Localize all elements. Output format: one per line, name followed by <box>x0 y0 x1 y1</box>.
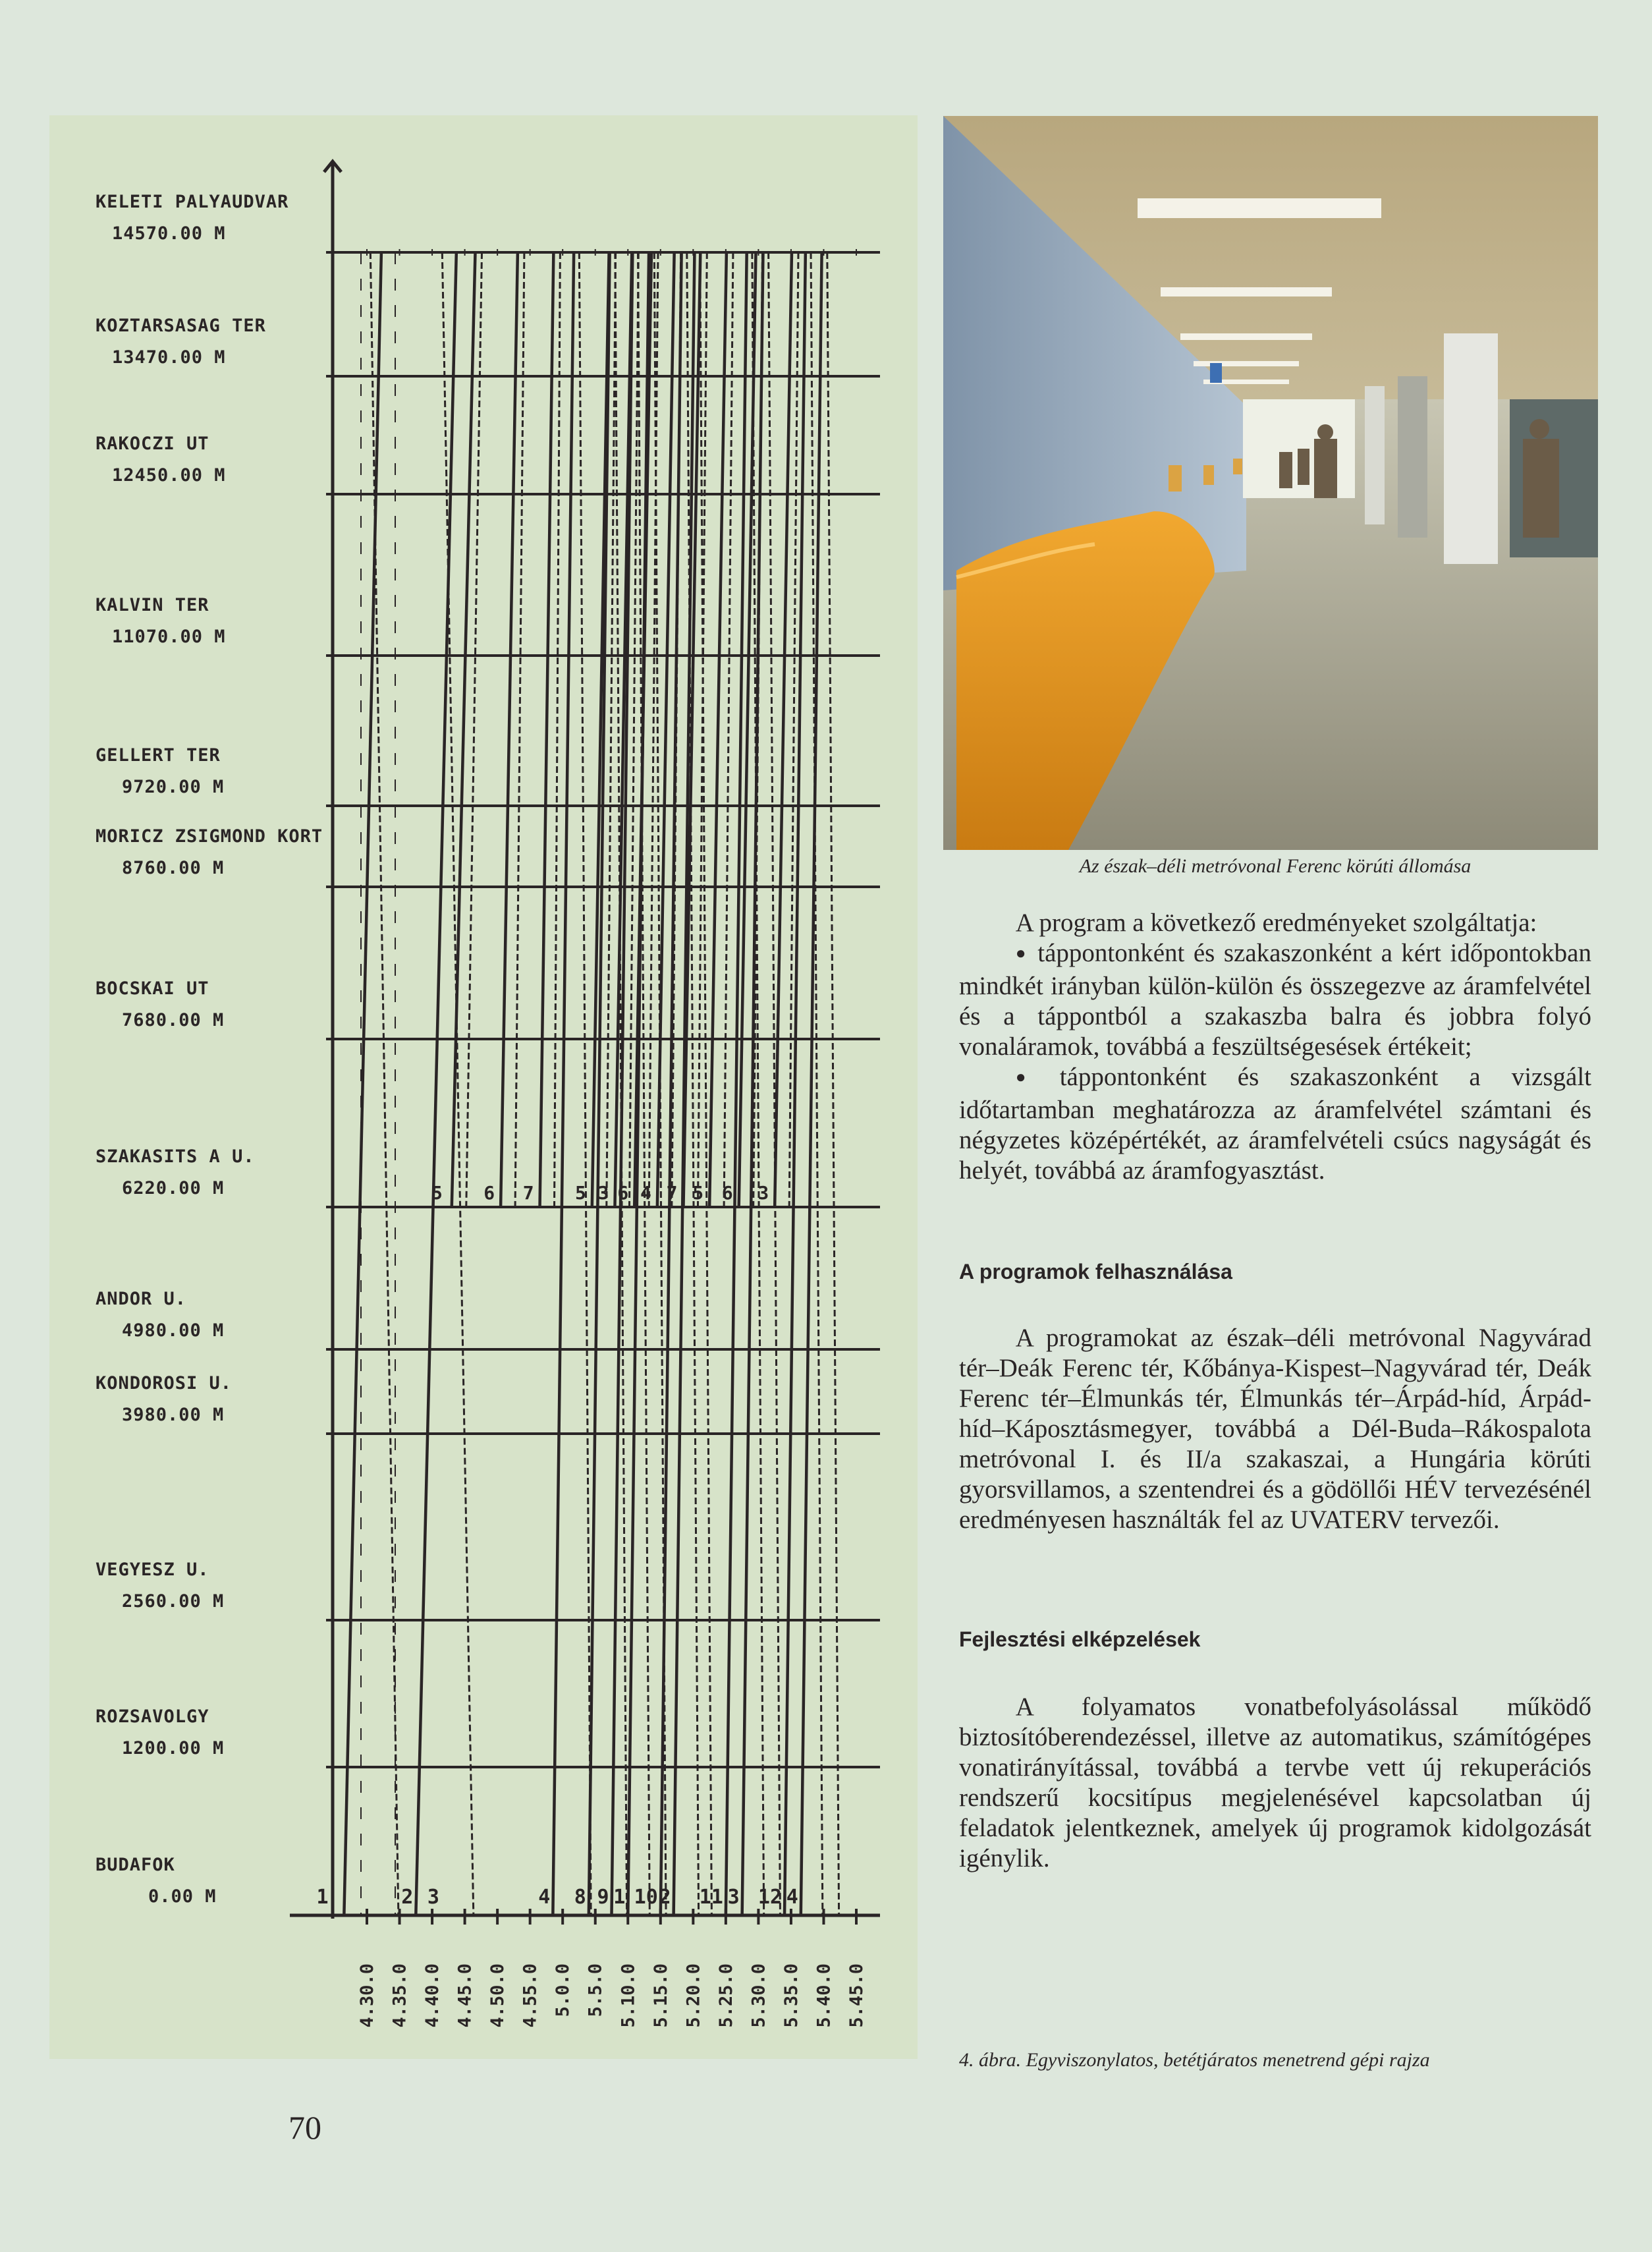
short-train-path-down <box>466 252 482 1207</box>
time-tick-label: 5.35.0 <box>781 1963 802 2028</box>
time-tick-label: 4.45.0 <box>454 1963 476 2028</box>
time-tick-label: 5.30.0 <box>748 1963 769 2028</box>
results-section <box>959 908 1591 1186</box>
dashed-reference-lines <box>361 252 395 1915</box>
station-distance: 0.00 M <box>148 1886 217 1907</box>
short-train-path-down <box>555 252 561 1207</box>
time-tick-label: 4.50.0 <box>487 1963 509 2028</box>
station-distance: 8760.00 M <box>122 858 225 878</box>
train-path-up <box>801 252 822 1915</box>
train-number-label: 1 <box>613 1886 626 1909</box>
development-section <box>959 1692 1591 1874</box>
time-tick-label: 4.35.0 <box>389 1963 410 2028</box>
train-number-label: 10 <box>634 1886 658 1909</box>
train-path-down <box>579 252 591 1915</box>
train-path-up <box>344 252 381 1915</box>
train-paths <box>344 252 839 1915</box>
station-distance: 7680.00 M <box>122 1010 225 1030</box>
station-distance: 11070.00 M <box>112 627 226 647</box>
section-heading-development: Fejlesztési elképzelések <box>959 1627 1201 1651</box>
time-tick-label: 5.25.0 <box>715 1963 736 2028</box>
station-name: RAKOCZI UT <box>96 434 209 454</box>
time-tick-label: 4.55.0 <box>520 1963 541 2028</box>
train-number-label: 12 <box>757 1886 783 1909</box>
page-number: 70 <box>289 2109 321 2146</box>
train-number-label: 5 <box>574 1182 586 1204</box>
station-name: BOCSKAI UT <box>96 978 209 999</box>
station-labels <box>96 192 323 1907</box>
station-name: MORICZ ZSIGMOND KORT <box>96 826 323 847</box>
train-number-label: 3 <box>427 1886 439 1909</box>
station-distance: 9720.00 M <box>122 777 225 797</box>
station-distance: 12450.00 M <box>112 465 226 486</box>
train-number-label: 3 <box>597 1182 609 1204</box>
short-train-path-up <box>709 252 727 1207</box>
station-distance: 3980.00 M <box>122 1405 225 1425</box>
train-number-label: 11 <box>699 1886 723 1909</box>
train-path-down <box>370 252 399 1915</box>
station-distance: 6220.00 M <box>122 1178 225 1198</box>
train-number-label: 7 <box>666 1182 678 1204</box>
train-path-down <box>700 252 712 1915</box>
short-train-path-up <box>501 252 518 1207</box>
time-tick-label: 5.20.0 <box>683 1963 704 2028</box>
development-paragraph: A folyamatos vonatbefolyásolással működő biztosítóberendezéssel, illetve az automatikus, számítógépes vonatirányítással, továbbá a tervbe vett új rekuperációs rendszerű kocsitípus megjelenésével kapcsolatban új feladatok jelentkeznek, amelyek új programok kidolgozását igénylik. <box>959 1693 1591 1872</box>
time-tick-label: 5.0.0 <box>553 1963 574 2017</box>
photo-caption: Az észak–déli metróvonal Ferenc körúti állomása <box>1079 855 1472 877</box>
station-distance: 4980.00 M <box>122 1320 225 1341</box>
train-number-label: 9 <box>597 1886 609 1909</box>
figure-caption: 4. ábra. Egyviszonylatos, betétjáratos menetrend gépi rajza <box>959 2049 1430 2071</box>
metro-station-illustration <box>943 116 1598 850</box>
usage-paragraph: A programokat az észak–déli metróvonal Nagyvárad tér–Deák Ferenc tér, Kőbánya-Kispest–Nagyvárad tér, Deák Ferenc tér–Élmunkás tér, Élmunkás tér–Árpád-híd, Árpád-híd–Káposztásmegyer, továbbá a Dél-Buda–Rákospalota metróvonal I. és II/a szakaszai, a Hungária körúti gyorsvillamos, a szentendrei és a gödöllői HÉV tervezésénél eredményesen használták fel az UVATERV tervezői. <box>959 1324 1591 1534</box>
time-tick-label: 4.40.0 <box>422 1963 443 2028</box>
station-name: KALVIN TER <box>96 595 209 615</box>
train-number-label: 3 <box>757 1182 769 1204</box>
train-path-up <box>674 252 695 1915</box>
results-bullet-2: ● táppontonként és szakaszonként a vizsgált időtartamban meghatározza az áramfelvétel számtani és négyzetes középértékét, az áramfelvételi csúcs nagyságát és helyét, továbbá az áramfogyasztást. <box>959 1062 1591 1186</box>
station-name: KELETI PALYAUDVAR <box>96 192 289 212</box>
bullet-icon <box>1016 939 1037 967</box>
short-train-path-up <box>452 252 476 1207</box>
bullet-icon <box>1016 1063 1060 1091</box>
results-lead: A program a következő eredményeket szolgáltatja: <box>1015 909 1537 937</box>
station-name: GELLERT TER <box>96 745 221 766</box>
station-name: KONDOROSI U. <box>96 1373 233 1393</box>
train-path-up <box>612 252 633 1915</box>
train-number-label: 3 <box>727 1886 740 1909</box>
train-path-up <box>589 252 610 1915</box>
train-path-down <box>827 252 839 1915</box>
section-heading-usage: A programok felhasználása <box>959 1260 1232 1283</box>
train-number-label: 4 <box>640 1182 651 1204</box>
time-tick-label: 5.5.0 <box>585 1963 606 2017</box>
station-distance: 2560.00 M <box>122 1591 225 1612</box>
train-number-label: 4 <box>786 1886 798 1909</box>
train-number-label: 2 <box>401 1886 414 1909</box>
train-number-label: 6 <box>721 1182 733 1204</box>
train-path-up <box>416 252 456 1915</box>
train-number-label: 1 <box>316 1886 329 1909</box>
short-train-path-up <box>775 252 792 1207</box>
usage-section <box>959 1323 1591 1535</box>
time-tick-label: 5.15.0 <box>650 1963 671 2028</box>
train-number-label: 4 <box>538 1886 551 1909</box>
station-distance: 14570.00 M <box>112 223 226 244</box>
time-tick-label: 5.45.0 <box>846 1963 867 2028</box>
train-number-label: 6 <box>617 1182 629 1204</box>
station-distance: 13470.00 M <box>112 347 226 368</box>
train-number-label: 5 <box>692 1182 704 1204</box>
train-path-up <box>726 252 747 1915</box>
train-number-label: 5 <box>431 1182 443 1204</box>
short-train-path-up <box>540 252 554 1207</box>
station-name: ANDOR U. <box>96 1289 187 1309</box>
train-number-label: 6 <box>483 1182 495 1204</box>
station-name: ROZSAVOLGY <box>96 1706 209 1727</box>
time-tick-label: 4.30.0 <box>357 1963 377 2028</box>
station-name: KOZTARSASAG TER <box>96 316 266 336</box>
train-number-label: 2 <box>659 1886 671 1909</box>
station-name: VEGYESZ U. <box>96 1560 209 1580</box>
time-tick-label: 5.40.0 <box>813 1963 835 2028</box>
time-tick-labels <box>357 1963 867 2028</box>
train-path-down <box>769 252 781 1915</box>
time-tick-label: 5.10.0 <box>618 1963 639 2028</box>
results-bullet-1: ● táppontonként és szakaszonként a kért időpontokban mindkét irányban külön-külön és összegezve az áramfelvétel és a táppontból a szakaszba balra és jobbra folyó vonaláramok, továbbá a feszültségesések értékeit; <box>959 938 1591 1062</box>
station-distance: 1200.00 M <box>122 1738 225 1759</box>
station-name: BUDAFOK <box>96 1855 175 1875</box>
train-number-label: 7 <box>522 1182 534 1204</box>
station-name: SZAKASITS A U. <box>96 1146 255 1167</box>
train-number-label: 8 <box>574 1886 586 1909</box>
station-photo <box>943 116 1598 850</box>
